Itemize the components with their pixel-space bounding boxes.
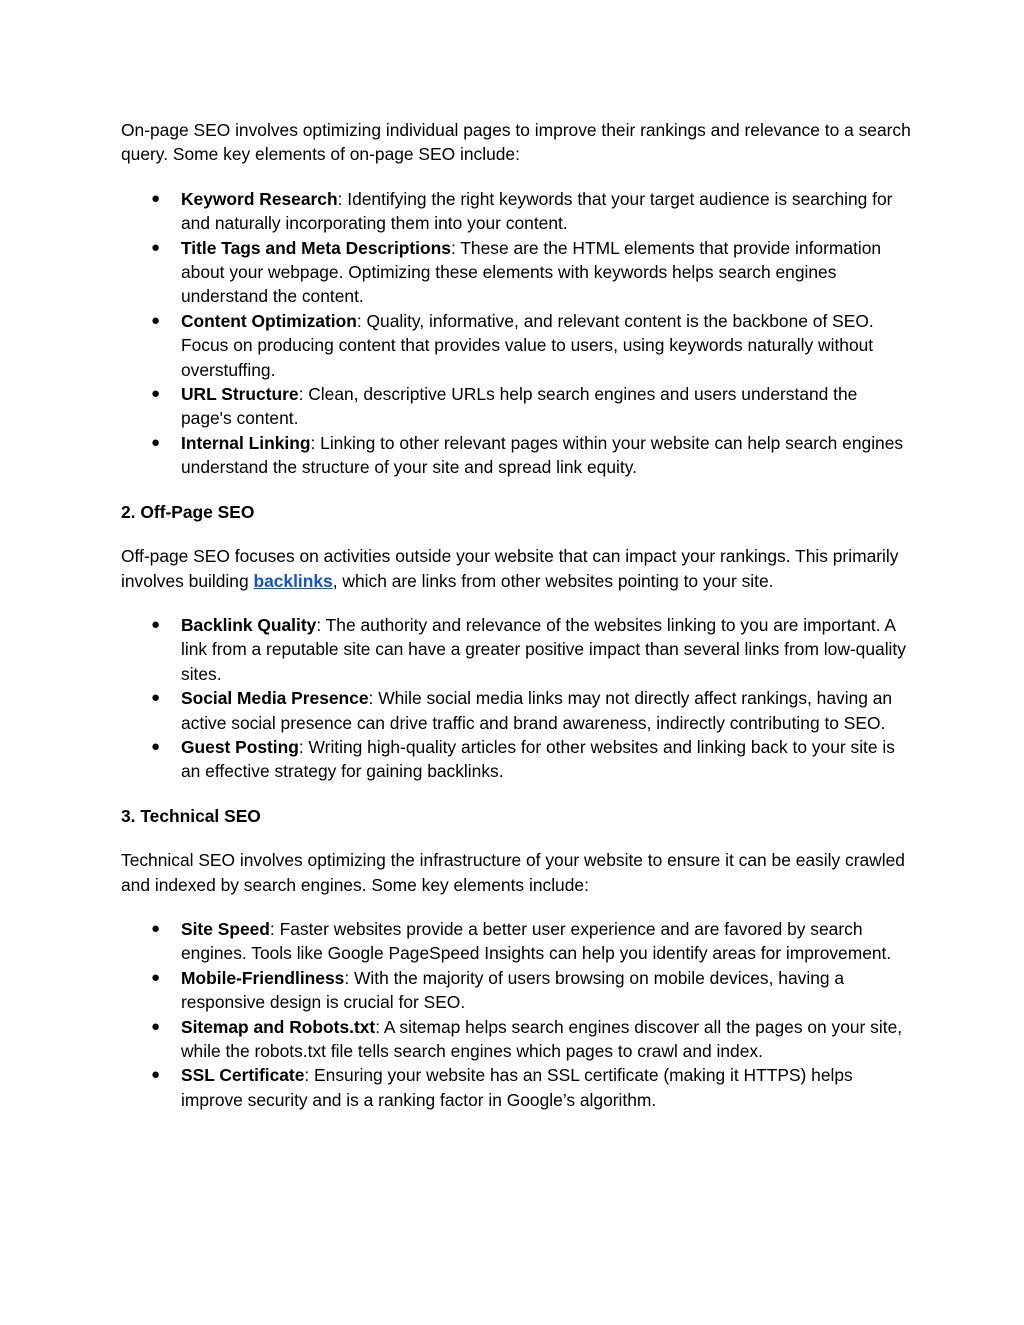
item-term: Title Tags and Meta Descriptions (181, 237, 451, 258)
offpage-list (121, 613, 911, 784)
item-desc: : The authority and relevance of the websites linking to you are important. A link from a reputable site can have a greater positive impact than several links from low-quality sites. (181, 614, 906, 684)
item-term: Mobile-Friendliness (181, 967, 345, 988)
item-term: Backlink Quality (181, 614, 317, 635)
offpage-intro-text-end: , which are links from other websites pointing to your site. (332, 570, 774, 591)
item-term: Site Speed (181, 918, 270, 939)
list-item (121, 966, 911, 1015)
list-item (121, 1015, 911, 1064)
bullet-icon: ● (151, 238, 161, 256)
list-item (121, 382, 911, 431)
list-item (121, 309, 911, 382)
item-desc: : Identifying the right keywords that your target audience is searching for and naturally incorporating them into your content. (181, 188, 893, 234)
bullet-icon: ● (151, 189, 161, 207)
bullet-icon: ● (151, 689, 161, 707)
bullet-icon: ● (151, 919, 161, 937)
list-item (121, 735, 911, 784)
list-item (121, 1063, 911, 1112)
technical-intro: Technical SEO involves optimizing the infrastructure of your website to ensure it can be easily crawled and indexed by search engines. Some key elements include: (121, 850, 905, 895)
bullet-icon: ● (151, 968, 161, 986)
bullet-icon: ● (151, 433, 161, 451)
item-term: Guest Posting (181, 736, 299, 757)
item-desc: : While social media links may not directly affect rankings, having an active social presence can drive traffic and brand awareness, indirectly contributing to SEO. (181, 688, 893, 733)
bullet-icon: ● (151, 737, 161, 755)
bullet-icon: ● (151, 1066, 161, 1084)
onpage-list (121, 187, 911, 480)
list-item (121, 917, 911, 966)
item-term: SSL Certificate (181, 1065, 305, 1086)
item-desc: : Quality, informative, and relevant content is the backbone of SEO. Focus on producing content that provides value to users, using keywords naturally without overstuffing. (181, 310, 874, 380)
offpage-intro-text: Off-page SEO focuses on activities outside your website that can impact your rankings. This primarily involves building (121, 546, 899, 591)
item-term: Sitemap and Robots.txt (181, 1016, 376, 1037)
offpage-heading: 2. Off-Page SEO (121, 501, 255, 522)
document-page (121, 118, 911, 1132)
item-term: Keyword Research (181, 188, 338, 209)
item-desc: : With the majority of users browsing on mobile devices, having a responsive design is crucial for SEO. (181, 967, 845, 1013)
bullet-icon: ● (151, 1017, 161, 1035)
bullet-icon: ● (151, 615, 161, 633)
item-desc: : A sitemap helps search engines discover all the pages on your site, while the robots.txt file tells search engines which pages to crawl and index. (181, 1016, 903, 1061)
list-item (121, 686, 911, 735)
item-desc: : These are the HTML elements that provide information about your webpage. Optimizing these elements with keywords helps search engines understand the content. (181, 237, 882, 307)
list-item (121, 236, 911, 309)
list-item (121, 187, 911, 236)
item-desc: : Linking to other relevant pages within your website can help search engines understand the structure of your site and spread link equity. (181, 432, 904, 478)
item-desc: : Writing high-quality articles for other websites and linking back to your site is an effective strategy for gaining backlinks. (181, 736, 895, 782)
item-term: Social Media Presence (181, 688, 369, 709)
list-item (121, 613, 911, 686)
item-term: Content Optimization (181, 310, 357, 331)
bullet-icon: ● (151, 311, 161, 329)
item-term: Internal Linking (181, 432, 311, 453)
item-desc: : Ensuring your website has an SSL certificate (making it HTTPS) helps improve security and is a ranking factor in Google’s algorithm. (181, 1065, 853, 1110)
item-desc: : Faster websites provide a better user experience and are favored by search engines. Tools like Google PageSpeed Insights can help you identify areas for improvement. (181, 918, 892, 964)
list-item (121, 431, 911, 480)
onpage-intro: On-page SEO involves optimizing individual pages to improve their rankings and relevance to a search query. Some key elements of on-page SEO include: (121, 120, 911, 165)
item-desc: : Clean, descriptive URLs help search engines and users understand the page's content. (181, 384, 858, 429)
bullet-icon: ● (151, 385, 161, 403)
offpage-intro (121, 544, 911, 593)
technical-list (121, 917, 911, 1112)
technical-heading: 3. Technical SEO (121, 805, 261, 826)
backlinks-link[interactable]: backlinks (253, 570, 333, 591)
item-term: URL Structure (181, 384, 299, 405)
